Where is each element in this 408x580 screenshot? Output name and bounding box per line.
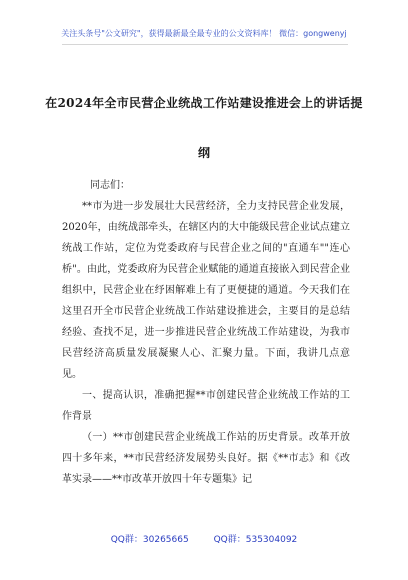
header-divider [62,44,348,45]
paragraph-intro: **市为进一步发展壮大民营经济，全力支持民营企业发展，2020年，由统战部牵头，在辖区内的大中能级民营企业试点建立统战工作站，定位为党委政府与民营企业之间的"直通车""连心桥"。由此，党委政府为民营企业赋能的通道直接嵌入到民营企业组织中，民营企业在纾困解难上有了更便捷的通道。今天我们在这里召开全市民营企业统战工作站建设推进会，主要目的是总结经验、查找不足，进一步推进民营企业统战工作站建设，为我市民营经济高质量发展凝聚人心、汇聚力量。下面，我讲几点意见。 [62,201,350,380]
footer-qq-group-2: QQ群：535304092 [213,535,298,545]
subsection-1: （一）**市创建民营企业统战工作站的历史背景。改革开放四十多年来，**市民营经济发展势头良好。据《**市志》和《改革实录——**市改革开放四十年专题集》记 [62,432,350,485]
header-note: 关注头条号"公文研究"，获得最新最全最专业的公文资料库！ 微信：gongwenyj [61,29,347,38]
document-title-line-2: 纲 [197,146,210,160]
footer-qq-group-1: QQ群：30265665 [110,535,189,545]
document-title-line-1: 在2024年全市民营企业统战工作站建设推进会上的讲话提 [45,96,363,110]
footer [0,532,408,545]
body-text [62,196,350,490]
greeting: 同志们： [90,180,130,191]
section-heading-1: 一、提高认识，准确把握**市创建民营企业统战工作站的工作背景 [62,390,350,422]
